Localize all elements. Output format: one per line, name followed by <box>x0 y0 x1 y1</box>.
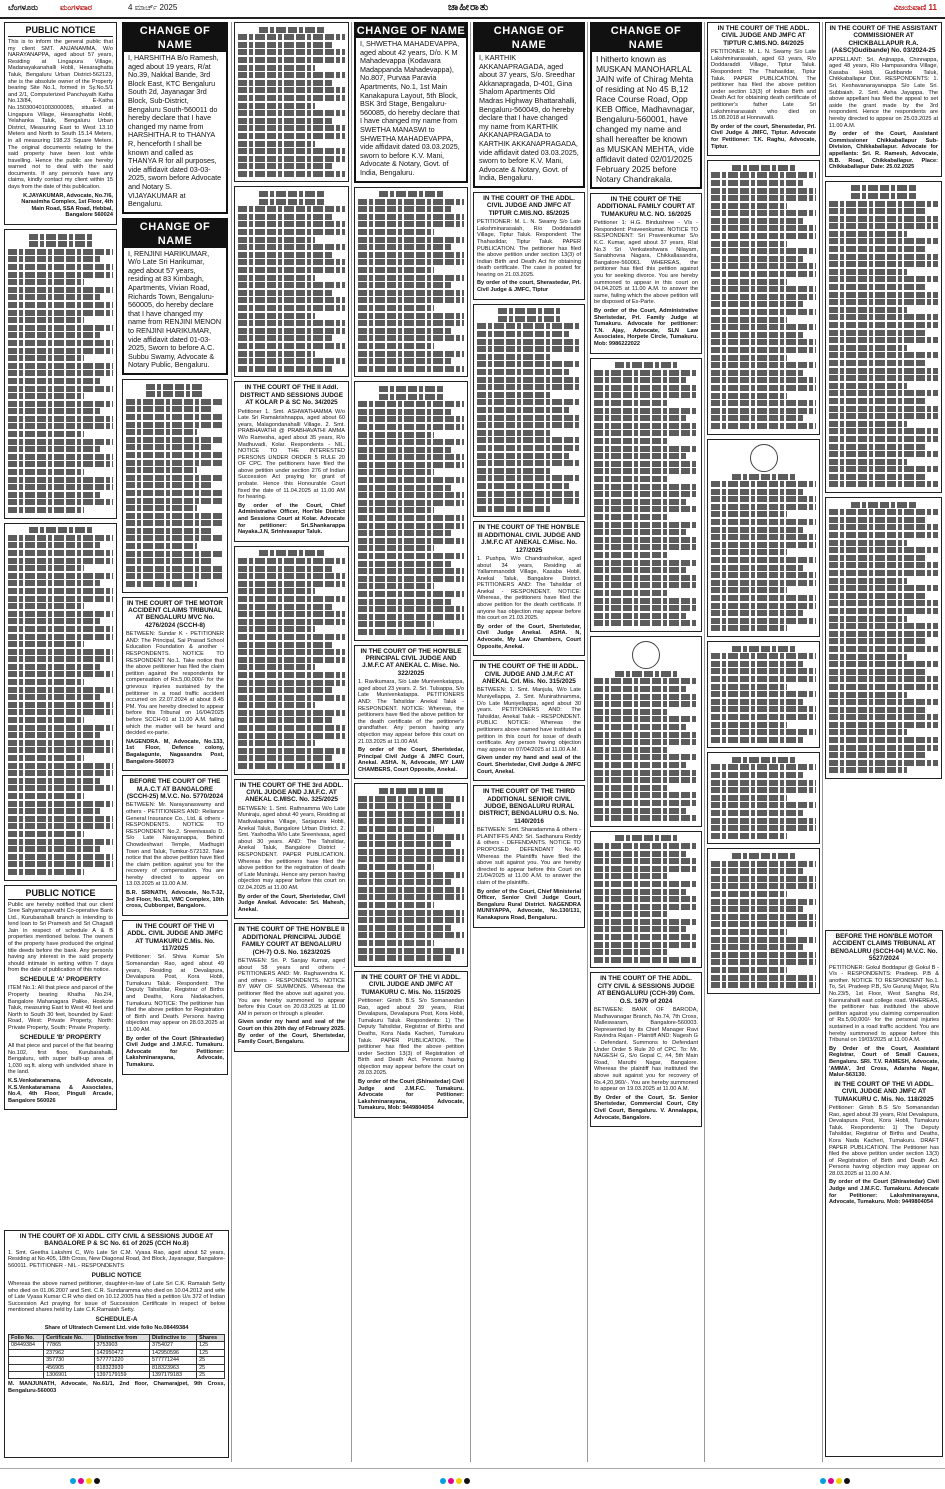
table-header: Certificate No. <box>44 1334 94 1341</box>
change-body: I, KARTHIK AKKANAPRAGADA, aged about 37 years, S/o. Sreedhar Akkanapragada, D-401, Gina Shalom Apartments Old Madras Highway Bhattarahalli, Bengaluru-560049, do hereby declare that I have changed my name from KARTHIK AKKANAPRAGADA to KARTHIK AKKANAPRAGADA, vide affidavit dated 03.03.2025, sworn to before K.V. Mani, Advocate & Notary, Govt. of India, Bengaluru. <box>479 53 579 183</box>
court-signature: By order of the court, Sherastedar, Prl. Civil Judge & JMFC, Tiptur <box>477 280 581 294</box>
court-signature: B.R. SRINATH, Advocate, No.T-32, 3rd Floor, No.11, VMC Complex, 10th cross, Cubbonpet, Bangalore. <box>126 890 224 910</box>
civil-notice-1 <box>122 920 228 1075</box>
mact-notice-2 <box>122 775 228 916</box>
anekal-civil-notice <box>234 779 349 920</box>
court-body: Petitioner: Sri. Shiva Kumar S/o Somanandan Rao, aged about 49 years, Residing at Devalapura, Devalapura Post, Kora Hobli, Tumakuru Taluk. Respondent: The Deputy Tahsildar, Registrar of Births and Deaths, Kora Nadakacheri, Tumakuru. NOTICE: The petitioner has filed the above petition for Registration of Birth and Death. Persons having objection may appear on 28.03.2025 at 11.00 AM. <box>126 954 224 1033</box>
table-header: Shares <box>197 1334 225 1341</box>
court-body: PETITIONER: M. L. N. Swamy S/o Late Lakshminarasaiah, R/o Doddaraddi Village, Tiptur Taluk. Respondent: The Thahasildar, Tiptur Taluk. PAPER PUBLICATION. The petitioner has filed the above petition under section 13(3) of Indian Birth and Death Act for obtaining death certificate. The case is posted for hearing on 21.03.2025. <box>477 219 581 278</box>
court-title: IN THE COURT OF THE HON'BLE III ADDITIONAL CIVIL JUDGE AND J.M.F.C AT ANEKAL C.Misc. No. 127/2025 <box>477 524 581 554</box>
kannada-notice-4 <box>234 22 349 182</box>
court-title: IN THE COURT OF THE VI ADDL. CIVIL JUDGE AND JMFC AT TUMAKURU C.Mis. No. 117/2025 <box>127 922 223 953</box>
table-cell: 25 <box>197 1364 225 1371</box>
anekal-iii-notice <box>473 521 585 656</box>
change-body: I, HARSHITHA B/o Ramesh, aged about 19 years, R/at No.39, Nakkal Bande, 3rd Block East, KTC Bengaluru South 2d, Jayanagar 3rd Block, Sub-District, Bengaluru South-560011 do hereby declare that I have changed my name from HARSHITHA.R to THANYA R, henceforth I shall be known and called as THANYA R for all purposes, vide affidavit dated 03-03-2025, sworn before Advocate and Notary S. VIJAYAKUMAR at Bengaluru. <box>128 53 222 209</box>
court-body: BETWEEN: 1. Smt. Manjula, W/o Late Muniyellappa, 2. Smt. Munirathnamma, D/o Late Muniyellappa, aged about 30 years. PETITIONERS AND: The Tahsildar, Anekal Taluk - RESPONDENT. PUBLIC NOTICE: Whereas the petitioners above named have instituted a petition in this court for issue of death certificate. Any person having objection may appear on 07/04/2025 at 11.00 A.M. <box>477 687 581 753</box>
column-4 <box>351 22 470 1462</box>
column-5 <box>470 22 587 1462</box>
court-title: BEFORE THE COURT OF THE M.A.C.T AT BANGALORE (SCCH-25) M.V.C. No. 5770/2024 <box>126 778 224 800</box>
table-row <box>9 1342 225 1349</box>
table-cell: 77865 <box>44 1342 94 1349</box>
schedule-b-title: SCHEDULE 'B' PROPERTY <box>19 1033 102 1041</box>
court-signature: By order of the Court, Chief Ministerial Officer, Senior Civil Judge Court, Bengaluru Rural District. NAGENDRA MUNIYAPPA, Advocate, No.130/131, Kanakapura Road, Bengaluru. <box>477 888 581 921</box>
court-signature: By order of the Court, Sheristedar, Civil Judge Anekal. Advocate: Sri. Mahesh, Anekal. <box>238 893 345 913</box>
court-body: BETWEEN: BANK OF BARODA, Madhavanagar Branch, No.74, 7th Cross, Malleswaram, Bangalore-560003. Represented by its Chief Manager Ravi Ravindra Rajan - Plaintiff AND: Nagesh G - Defendant. Summons to Defendant Under Order 5 Rule 20 of CPC. To: Mr. NAGESH G, S/o Gopal C, #4, 5th Main Road, Maruthi Nagar, Bangalore. Whereas the plaintiff has instituted the above suit against you for recovery of Rs.4,20,960/-. You are hereby summoned to appear on 19.03.2025 at 11.00 A.M. <box>594 1007 698 1093</box>
registration-dot <box>440 1478 446 1484</box>
court-body: BETWEEN: Mr. Narayanaswamy and others - PETITIONERS AND: Reliance General Insurance Co., Ltd. & others - RESPONDENTS. NOTICE TO RESPONDENT No.2. Sreenivasalu D. S/o Late Narayanappa, Behind Chowdeshwari Temple, Madhugiri Town and Taluk, Tumkur-572132. Take notice that the above petition have filed the claim petition against you for the recovery of compensation. You are hereby directed to appear on 13.03.2025 at 11.00 A.M. <box>126 802 224 888</box>
court-signature: By order of the Court (Shirastedar) Civil Judge and J.M.F.C. Tumakuru. Advocate for Petitioner: Lakshminarayana, Advocate, Tumakuru, Mob: 9449804054 <box>358 1079 464 1112</box>
family-court-notice <box>234 923 349 1051</box>
masthead-section: ಜಾಹೀರಾತು <box>448 2 490 13</box>
court-title: IN THE COURT OF THE ADDL. CITY CIVIL & SESSIONS JUDGE AT BENGALURU (CCH-39) Com. O.S. 1679 of 2024 <box>597 975 695 1005</box>
notice-body: This is to inform the general public that my client SMT. ANJANAMMA, W/o NARAYANAPPA, aged about 57 years, Residing at Lingapura Village, Madanayakanahalli Hobli, Hesaraghatta Taluk, Bengaluru Urban District-562123, she is the absolute owner of the Property bearing Site No.1, formed in Sy.No.5/1 and 2/1, Computerized Panchayath Katha No.13/84, E-Katha No.150300401003000085, situated at Lingapura Village, Hesaraghatta Hobli, Yelahanka Taluk, Bengaluru Urban District, Measuring East to West 13.10 Meters and North to South 15.14 Meters, in all measuring 198.23 Square Meters. The original documents relating to the said property have been lost while travelling. Hence the public are hereby warned not to deal with the said documents. If any person/s have any claims, kindly contact my client within 15 days from the date of this publication. <box>8 39 113 191</box>
registration-marks-center <box>440 1471 500 1477</box>
masthead <box>0 0 945 19</box>
court-signature: By order of the Court (Shirastedar) Civil Judge and J.M.F.C. Tumakuru. Advocate for Petitioner: Lakshminarayana, Advocate, Tumakuru. <box>126 1035 224 1068</box>
tumakuru-civil-notice-2 <box>354 971 468 1118</box>
table-cell <box>9 1349 44 1356</box>
public-notice-title: PUBLIC NOTICE <box>91 1271 142 1279</box>
table-row <box>9 1349 225 1356</box>
court-signature: By order of the Court, Assistant Commissioner Chikkaballapur Sub-Division, Chikkaballapur. Advocate for appellants: Sri. R. Ramesh, Advocate, B.B. Road, Chikkaballapur. Place: Chikkaballapur Date: 25.02.2025 <box>829 131 938 171</box>
registration-dot <box>464 1478 470 1484</box>
masthead-city: ಬೆಂಗಳೂರು <box>8 3 38 12</box>
court-title: IN THE COURT OF THE III ADDL. CIVIL JUDGE AND J.M.F.C AT ANEKAL Crl. Mis. No. 315/2025 <box>479 663 579 686</box>
court-seal-icon <box>750 444 778 472</box>
notice-title: PUBLIC NOTICE <box>8 888 113 900</box>
tiptur-notice-2 <box>473 192 585 300</box>
court-signature: By order of the Court, Administrative Sheristedar, Prl. Family Judge at Tumakuru. Advocate for petitioner: T.N. Ajay, Advocate, SLN Law Associates, Horpete Circle, Tumakuru. Mob: 9986222022 <box>594 307 698 347</box>
masthead-day: ಮಂಗಳವಾರ <box>60 3 93 12</box>
registration-marks-left <box>70 1471 130 1477</box>
table-cell: 125 <box>197 1349 225 1356</box>
court-body: Petitioner: Girish B.S S/o Somanandan Rao, aged about 39 years, R/at Devalapura, Devalapura Post, Kora Hobli, Tumakuru Taluk. Respondents: 1) The Deputy Tahsildar, Registrar of Births and Deaths, Kora Nada Kacheri, Tumakuru Taluk. PAPER PUBLICATION. The petitioner has filed the above petition under Section 13(3) of Registration of Birth and Death Act. Persons having objection may appear before the court on 28.03.2025. <box>358 997 464 1077</box>
column-7 <box>704 22 822 1462</box>
table-cell: 1397179183 <box>149 1372 196 1379</box>
kannada-notice-11 <box>590 358 702 632</box>
court-title: IN THE COURT OF THE VI ADDL. CIVIL JUDGE AND JMFC AT TUMAKURU C. Mis. No. 115/2025 <box>361 973 461 996</box>
change-of-name-2 <box>122 218 228 375</box>
change-body: I hitherto known as MUSKAN MANOHARLAL JAIN wife of Chirag Mehta of residing at No 45 B,12 Race Course Road, Opp KEB Office, Madhavnagar, Bengaluru-560001, have changed my name and shall hereafter be known as MUSKAN MEHTA, vide affidavit dated 02/01/2025 February 2025 before Notary Chandrakala. <box>596 54 695 184</box>
court-title: IN THE COURT OF XI ADDL. CITY CIVIL & SESSIONS JUDGE AT BANGALORE P & SC No. 61 of 2025 (CCH No.8) <box>19 1233 214 1248</box>
table-cell: 25 <box>197 1357 225 1364</box>
court-signature: By order of the court, Sherastedar, Prl. Civil Judge & JMFC, Tiptur. Advocate for Petitioner: T.K. Raghu, Advocate, Tiptur. <box>711 123 816 150</box>
registration-dot <box>86 1478 92 1484</box>
schedule-subtitle: Share of Ultratech Cement Ltd. vide folio No.08449384 <box>44 1325 189 1332</box>
court-signature: By order of the Court, Chief Administrative Officer, Hon'ble District and Sessions Court at Kolar. Advocate for petitioner: Sri.Shankarappa Nayaka.J.N, Srinivasapur Taluk. <box>238 502 345 536</box>
court-body: PETITIONER: Gokul Boddapur @ Gokul B - V/s - RESPONDENTS: Pradeep. P.B & another. NOTICE TO RESPONDENT No.1. To, Sri. Pradeep P.B, S/o Gururaj Major, R/a No.23/5, 1st Floor, West Sangha Rd, Kannurahalli east college road. WHEREAS, the petitioner has instituted the above petition against you claiming compensation of Rs.5,00,000/- for the personal injuries sustained in a road traffic accident. You are hereby summoned to appear before this Tribunal on 19/03/2025 at 11.00 A.M. <box>829 964 939 1044</box>
notice-signature: K.S.Venkataramana, Advocate, K.S.Venkataramana & Associates, No.4, 4th Floor, Pinguli Arcade, Bangalore 560026 <box>8 1077 113 1104</box>
court-body: PETITIONER: M. L. N. Swamy S/o Late Lakshminarasaiah, aged 63 years, R/o Doddaraddi Village, Tiptur Taluk. Respondent: The Thahasildar, Tiptur Taluk. PAPER PUBLICATION. The petitioner has filed the above petition under section 13(3) of Indian Birth and Death Act for obtaining death certificate of petitioner's father Late Sri Lakshminarasaiah who died on 15.08.2018 at Honnavalli. <box>711 49 816 122</box>
court-body: Petitioner: Girish B.S S/o Somanandan Rao, aged about 39 years, R/at Devalapura, Devalapura Post, Kora Hobli, Tumakuru Taluk. Respondents: 1) The Deputy Tahsildar, Registrar of Births and Deaths, Kora Nada Kacheri, Tumakuru. DRAFT PAPER PUBLICATION. The Petitioner has filed the above petition under section 13(3) of Registration of Birth and Death Act. Persons having objection may appear on 28.03.2025 at 11.00 A.M. <box>829 1104 939 1177</box>
court-title: IN THE COURT OF THE ADDITIONAL FAMILY COURT AT TUMAKURU M.C. NO. 16/2025 <box>597 196 695 218</box>
notice-title: PUBLIC NOTICE <box>8 25 113 37</box>
court-title: IN THE COURT OF THE ADDL. CIVIL JUDGE AND JMFC AT TIPTUR C.MIS.NO. 85/2025 <box>483 194 575 217</box>
kannada-notice-8 <box>354 381 468 640</box>
schedule-a-body: ITEM No.1: All that piece and parcel of the Property bearing Khatha No.2/4, Bangalore Mahanagara Palike, Hoskote Taluk, measuring East to West 40 feet and North to South 30 feet, bounded by East: Road, West: Private Property, North: Private Property, South: Private Property. <box>8 985 113 1031</box>
masthead-date: 4 ಮಾರ್ಚ್ 2025 <box>128 3 178 12</box>
table-cell: 1306901 <box>44 1372 94 1379</box>
court-body: BETWEEN: Sri. P. Sanjay Kumar, aged about 58 years and others - PETITIONERS AND: Mr. Raghavendra K. and others - RESPONDENTS. NOTICE BY WAY OF SUMMONS. Whereas the petitioner filed the above suit against you. You are hereby summoned to appear before this Court on 20.03.2025 at 11.00 AM in person or through a pleader. <box>238 957 345 1017</box>
change-title: CHANGE OF NAME <box>475 24 583 52</box>
court-title: IN THE COURT OF THE MOTOR ACCIDENT CLAIMS TRIBUNAL AT BENGALURU MVC No. 4276/2024 (SCCH-8) <box>126 599 224 629</box>
kannada-notice-20 <box>825 497 942 779</box>
registration-dot <box>448 1478 454 1484</box>
court-signature: Given under my hand and seal of the Court. Sheristedar, Civil Judge & JMFC Court, Anekal. <box>477 755 581 775</box>
table-row <box>9 1357 225 1364</box>
table-header: Distinctive to <box>149 1334 196 1341</box>
public-notice-2 <box>4 885 117 1111</box>
anekal-crl-notice <box>473 660 585 781</box>
registration-dot <box>820 1478 826 1484</box>
table-cell: 3753903 <box>94 1342 149 1349</box>
table-cell: 577771220 <box>94 1357 149 1364</box>
change-title: CHANGE OF NAME <box>124 24 226 52</box>
court-title: IN THE COURT OF THE II Addl. DISTRICT AND SESSIONS JUDGE AT KOLAR P & SC No. 34/2025 <box>239 384 344 407</box>
table-cell: 1397179159 <box>94 1372 149 1379</box>
change-title: CHANGE OF NAME <box>592 24 700 52</box>
registration-dot <box>844 1478 850 1484</box>
change-title: CHANGE OF NAME <box>124 220 226 248</box>
table-cell: 357730 <box>44 1357 94 1364</box>
kannada-notice-7 <box>354 187 468 378</box>
court-title: IN THE COURT OF THE ASSISTANT COMMISSIONER AT CHICKBALLAPUR R.A.(A&SC)Gudibande) No. 03/2024-25 <box>829 25 938 55</box>
kannada-notice-12 <box>590 636 702 827</box>
kolar-court-notice <box>234 381 349 542</box>
kannada-notice-9 <box>354 783 468 966</box>
court-signature: Given under my hand and seal of the Court on this 20th day of February 2025. By order of the Court, Sheristedar, Family Court, Bengaluru. <box>238 1019 345 1046</box>
change-of-name-5 <box>590 22 702 189</box>
kannada-notice-15 <box>707 439 820 637</box>
masthead-page: ವಿಜಯವಾಣಿ 11 <box>893 3 937 12</box>
registration-dot <box>94 1478 100 1484</box>
court-body: Petitioner 1. Smt. ASHWATHAMMA W/o Late Sri Ramakrishnappa, aged about 60 years, Malagondanahalli Village. 2. Smt. PRABHAVATHI @ PRABHAVATHI AMMA W/o Ramesha, aged about 35 years, R/o Madhuvadi, Kolar. Respondents - NIL. NOTICE TO THE INTERESTED PERSONS UNDER ORDER 5 RULE 20 OF CPC. The petitioners have filed the above petition under section 276 of Indian Succession Act praying for grant of probate. Hence this Honourable Court fixed the date of 11.04.2025 at 11.00 AM for hearing. <box>238 408 345 501</box>
table-cell: 818323939 <box>94 1364 149 1371</box>
kannada-notice-3 <box>122 379 228 593</box>
table-header: Folio No. <box>9 1334 44 1341</box>
court-body: Petitioner 1: H.G. Bindushree - V/s - Respondent: Praveenkumar. NOTICE TO RESPONDENT: Sri Praveenkumar S/o K.C. Kumar, aged about 37 years, R/at No.3 Sri Venkateshwara Nilayam, Sanabhovna Nagara, Chikkallasandra, Bangalore-560061. WHEREAS, the petitioner has filed this petition against you for seeking divorce. You are hereby summoned to appear in this court on 04.04.2025 at 11.00 A.M. to answer the same, failing which the above petition will be disposed of Ex-Parte. <box>594 220 698 306</box>
court-title: BEFORE THE HON'BLE MOTOR ACCIDENT CLAIMS TRIBUNAL AT BENGALURU (SCCH-04) M.V.C. No. 5527/2024 <box>830 933 938 963</box>
table-cell: 456905 <box>44 1364 94 1371</box>
court-body: 1. Ravikumara, S/o Late Munivenkatappa, aged about 23 years. 2. Sri. Tulsappa, S/o Late Munivenkatappa. PETITIONERS AND: The Tahsildar Anekal Taluk - RESPONDENT. NOTICE: Whereas, the petitioners have filed the above petition for the death certificate of the petitioner's grandfather. Any person having any objection may appear before this court on 21.03.2025 at 11.00 AM. <box>358 679 464 745</box>
court-signature: M. MANJUNATH, Advocate, No.61/1, 2nd floor, Chamarajpet, 9th Cross, Bengaluru-560003 <box>8 1381 225 1394</box>
table-cell: 3754027 <box>149 1342 196 1349</box>
change-of-name-4 <box>473 22 585 188</box>
kannada-notice-1 <box>4 229 117 519</box>
court-body: BETWEEN: Sundar K - PETITIONER AND: The Principal, Sai Prasad School Education Foundation & another - RESPONDENTS. NOTICE TO RESPONDENT No.1. Take notice that the above petitioner has filed the claim petition against the respondents for compensation of Rs.5,00,000/- for the grievous injuries sustained by the petitioner in a road traffic accident occurred on 22.07.2024 at about 8.45 PM. You are hereby directed to appear before this Tribunal on 16/04/2025 before SCCH-01 at 11.00 A.M. failing which the matter will be heard and decided ex-parte. <box>126 631 224 737</box>
court-seal-icon <box>632 641 660 669</box>
footer-rule <box>0 1468 945 1469</box>
registration-dot <box>70 1478 76 1484</box>
change-of-name-3 <box>354 22 468 183</box>
family-court-tumakuru-notice <box>590 193 702 354</box>
kannada-notice-13 <box>590 831 702 969</box>
schedule-a-title: SCHEDULE 'A' PROPERTY <box>19 976 102 984</box>
registration-dot <box>836 1478 842 1484</box>
column-6 <box>587 22 704 1462</box>
court-title: IN THE COURT OF THE HON'BLE PRINCIPAL CIVIL JUDGE AND J.M.F.C AT ANEKAL C. Misc. No. 322/2025 <box>360 647 462 677</box>
court-body: APPELLANT: Sri. Anjinappa, Chinnappa, aged 48 years, R/o Hampasandra Village, Kasaba Hobli, Gudibande Taluk, Chikkaballapur Dist. RESPONDENTS: 1. Sri. Keshavanarayanappa S/o Late Sri. Subbaiah. 2. Smt. Asha Jayappa. The above appellant has filed the appeal to set aside the grant made by the 3rd respondent. Hence the respondents are hereby directed to appear on 25.03.2025 at 11.00 A.M. <box>829 56 938 129</box>
kannada-notice-19 <box>825 181 942 493</box>
mact-notice-3 <box>825 930 943 1457</box>
court-body: BETWEEN: Smt. Sharadamma & others - PLAINTIFFS AND: Sri. Sadhanura Reddy & others - DEFENDANTS. NOTICE TO PROPOSED DEFENDANT No.40. Whereas the Plaintiffs have filed the above suit against you. You are hereby directed to appear before this Court on 21/04/2025 at 11.00 A.M. to answer the claim of the plaintiffs. <box>477 827 581 886</box>
kannada-notice-18 <box>707 848 820 993</box>
notice-signature: K.JAYAKUMAR, Advocate, No.7/6, Narasimha Complex, 1st Floor, 4th Main Road, SSA Road, Hebbal, Bangalore 560024 <box>21 192 113 219</box>
court-title: IN THE COURT OF THE VI ADDL. CIVIL JUDGE AND JMFC AT TUMAKURU C. Mis. No. 118/2025 <box>834 1080 934 1103</box>
succession-notice <box>4 1230 229 1458</box>
court-body: BETWEEN: 1. Smt. Rathnamma W/o Late Muniraju, aged about 40 years, Residing at Madivalapatna Village, Sarjapura Hobli, Anekal Taluk, Bangalore Urban District. 2. Smt. Yashodha W/o Late Sreenivasa, aged about 30 years. AND: The Tahsildar, Anekal Taluk, Bangalore District - RESPONDENT. PAPER PUBLICATION. Whereas the petitioners have filed the above petition for the registration of death of Late Muniraju. Hence any person having objection may appear before this court on 02.04.2025 at 11.00 AM. <box>238 805 345 891</box>
table-cell: 237962 <box>44 1349 94 1356</box>
change-title: CHANGE OF NAME <box>356 25 466 37</box>
table-row <box>9 1364 225 1371</box>
table-cell: 125 <box>197 1342 225 1349</box>
public-notice-1 <box>4 22 117 225</box>
table-cell <box>9 1357 44 1364</box>
kannada-notice-17 <box>707 752 820 844</box>
registration-dot <box>456 1478 462 1484</box>
registration-dot <box>78 1478 84 1484</box>
table-cell: 08449384 <box>9 1342 44 1349</box>
registration-marks-right <box>820 1471 880 1477</box>
schedule-title: SCHEDULE-A <box>95 1315 138 1323</box>
court-title: IN THE COURT OF THE THIRD ADDITIONAL SENIOR CIVIL JUDGE, BENGALURU RURAL DISTRICT, BENGALURU O.S. No. 1140/2016 <box>479 788 579 825</box>
kannada-notice-5 <box>234 186 349 377</box>
change-of-name-1 <box>122 22 228 214</box>
table-cell: 818323963 <box>149 1364 196 1371</box>
table-header: Distinctive from <box>94 1334 149 1341</box>
public-notice-body: Whereas the above named petitioner, daughter-in-law of Late Sri C.K. Ramaiah Setty who died on 01.06.2007 and Smt. C.R. Sundaramma who died on 10.04.2012 and wife of Late Vyasa Kumar C.R who died on 10.12.2005 has filed a petition U/s 372 of Indian Succession Act praying for issue of Succession Certificate in respect of below mentioned shares held by Late C.K.Ramaiah Setty. <box>8 1281 225 1314</box>
notice-body: Public are hereby notified that our client Sree Sahyamaparvathi Co-operative Bank Ltd., Kurubarahalli branch is intending to lend loan to Sri Pramesh and Sri Chagadi Jain in respect of schedule A & B properties mentioned below. The owners of the property have produced the original title deeds before the bank. Any person/s having any interest in the said property should intimate in writing within 7 days from the date of publication of this notice. <box>8 901 113 974</box>
kannada-notice-2 <box>4 523 117 881</box>
shares-table <box>8 1334 225 1379</box>
court-signature: By Order of the Court, Sr. Senior Sheristedar, Commercial Court, City Civil Court, Bengaluru. V. Annalappa, Advocate, Bangalore. <box>594 1094 698 1121</box>
kannada-notice-14 <box>707 160 820 434</box>
court-title: IN THE COURT OF THE ADDL. CIVIL JUDGE AND JMFC AT TIPTUR C.MIS.NO. 84/2025 <box>717 25 810 47</box>
mact-notice-1 <box>122 597 228 772</box>
change-body: I, SHWETHA MAHADEVAPPA, aged about 42 years, D/o. K M Mahadevappa (Kodavara Madappanda Mahadevappa), No.807, Purvaa Paravia Apartments, No.1, 1st Main Kanakapura Layout, 5th Block, BSK 3rd Stage, Bengaluru-560085, do hereby declare that I have changed my name from SWETHA MANASWI to SHWETHA MAHADEVAPPA, vide affidavit dated 03.03.2025, sworn to before K.V. Mani, Advocate & Notary, Govt. of India, Bengaluru. <box>360 39 460 177</box>
court-title: IN THE COURT OF THE 3rd ADDL. CIVIL JUDGE AND J.M.F.C. AT ANEKAL C.MISC. No. 325/2025 <box>239 781 344 804</box>
anekal-principal-notice <box>354 645 468 780</box>
court-signature: By order of the Court (Shirastedar) Civil Judge and J.M.F.C. Tumakuru. Advocate for Petitioner: Lakshminarayana, Advocate, Tumakuru. Mob: 9449804054 <box>829 1179 939 1206</box>
table-row <box>9 1372 225 1379</box>
table-cell: 25 <box>197 1372 225 1379</box>
commercial-court-notice <box>590 972 702 1127</box>
court-signature: By order of the Court, Sheristedar, Civil Judge Anekal. ASHA. N, Advocate, My Law Chambers, Court Opposite, Anekal. <box>477 623 581 650</box>
kannada-notice-10 <box>473 304 585 518</box>
table-cell: 142950596 <box>149 1349 196 1356</box>
court-signature: By Order of the Court, Assistant Registrar, Court of Small Causes, Bengaluru. SRI. T.V. RAMESH, Advocate, 'AMMA', 3rd Cross, Adarsha Nagar, Malur-563130. <box>829 1045 939 1079</box>
table-cell <box>9 1372 44 1379</box>
chickballapur-notice <box>825 22 942 177</box>
registration-dot <box>828 1478 834 1484</box>
bengaluru-rural-notice <box>473 785 585 927</box>
column-2 <box>120 22 230 1228</box>
tiptur-notice-3 <box>707 22 820 156</box>
court-body: 1. Smt. Geetha Lakshmi C, W/o Late Sri C.M. Vyasa Rao, aged about 52 years, Residing at No.405, 18th Cross, New Diagonal Road, 3rd Block, Jayanagar, Bangalore-560011. PETITIONER - NIL - RESPONDENTS <box>8 1249 225 1269</box>
table-cell <box>9 1364 44 1371</box>
column-3 <box>231 22 351 1462</box>
schedule-b-body: All that piece and parcel of the flat bearing No.102, first floor, Kurubarahalli, Bengaluru, with super built-up area of 1,030 sq.ft. along with undivided share in the land. <box>8 1043 113 1076</box>
table-cell: 577771244 <box>149 1357 196 1364</box>
change-body: I, RENJINI HARIKUMAR, W/o Late Sri Harikumar, aged about 57 years, residing at 83 Kirnbagh, Apartments, Vivian Road, Richards Town, Bengaluru-560005, do hereby declare that I have changed my name from RENJINI MENON to RENJINI HARIKUMAR, vide affidavit dated 01-03-2025, Sworn to before A.C. Subbu Swamy, Advocate & Notary Public, Bengaluru. <box>128 248 222 370</box>
kannada-notice-6 <box>234 546 349 775</box>
court-signature: By order of the Court, Sheristedar, Principal Civil Judge & JMFC Court, Anekal. ASHA. N, Advocate, MY LAW CHAMBERS, Court Opposite, Anekal. <box>358 747 464 773</box>
table-cell: 142950472 <box>94 1349 149 1356</box>
court-signature: NAGENDRA. M, Advocate, No.133, 1st Floor, Defence colony, Bagalagunte, Nagasandra Post, Bangalore-560073 <box>126 738 224 765</box>
kannada-notice-16 <box>707 641 820 748</box>
court-title: IN THE COURT OF THE HON'BLE II ADDITIONAL PRINCIPAL JUDGE FAMILY COURT AT BENGALURU (CH-7) O.S. No. 1623/2025 <box>238 926 345 956</box>
court-body: 1. Pushpa, W/o Chandrashekar, aged about 34 years, Residing at Yallammanoddi Village, Kasaba Hobli, Anekal Taluk, Bangalore District. PETITIONERS AND: The Tahsildar of Anekal - RESPONDENT. NOTICE: Whereas, the petitioners have filed the above petition for the death certificate. If anyone has objection may appear before this court on 21.03.2025. <box>477 555 581 622</box>
